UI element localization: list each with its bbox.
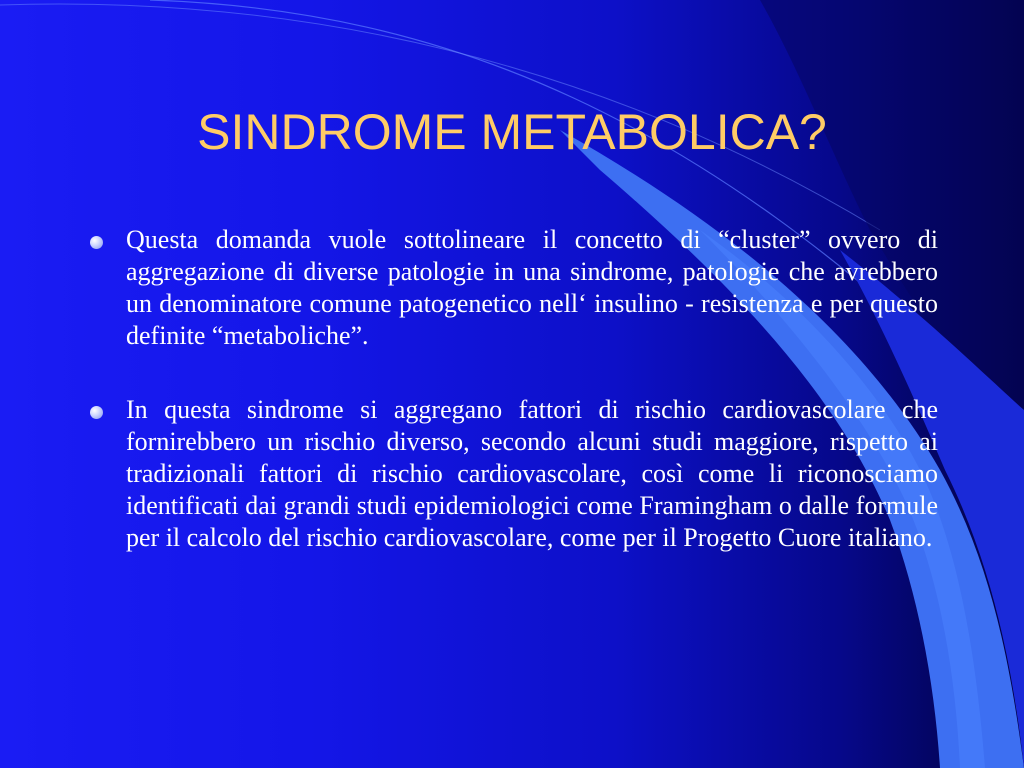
bullet-list [90, 224, 938, 596]
bullet-item [90, 224, 938, 352]
bullet-text: In questa sindrome si aggregano fattori di rischio cardiovascolare che fornirebbero un rischio diverso, secondo alcuni studi maggiore, rispetto ai tradizionali fattori di rischio cardiovascolare, così come li riconosciamo identificati dai grandi studi epidemiologici come Framingham o dalle formule per il calcolo del rischio cardiovascolare, come per il Progetto Cuore italiano. [126, 395, 938, 552]
slide-title: SINDROME METABOLICA? [197, 104, 827, 160]
bullet-item [90, 394, 938, 554]
bullet-text: Questa domanda vuole sottolineare il concetto di “cluster” ovvero di aggregazione di diverse patologie in una sindrome, patologie che avrebbero un denominatore comune patogenetico nell‘ insulino - resistenza e per questo definite “metaboliche”. [126, 225, 938, 350]
bullet-icon [90, 236, 103, 249]
bullet-icon [90, 406, 103, 419]
